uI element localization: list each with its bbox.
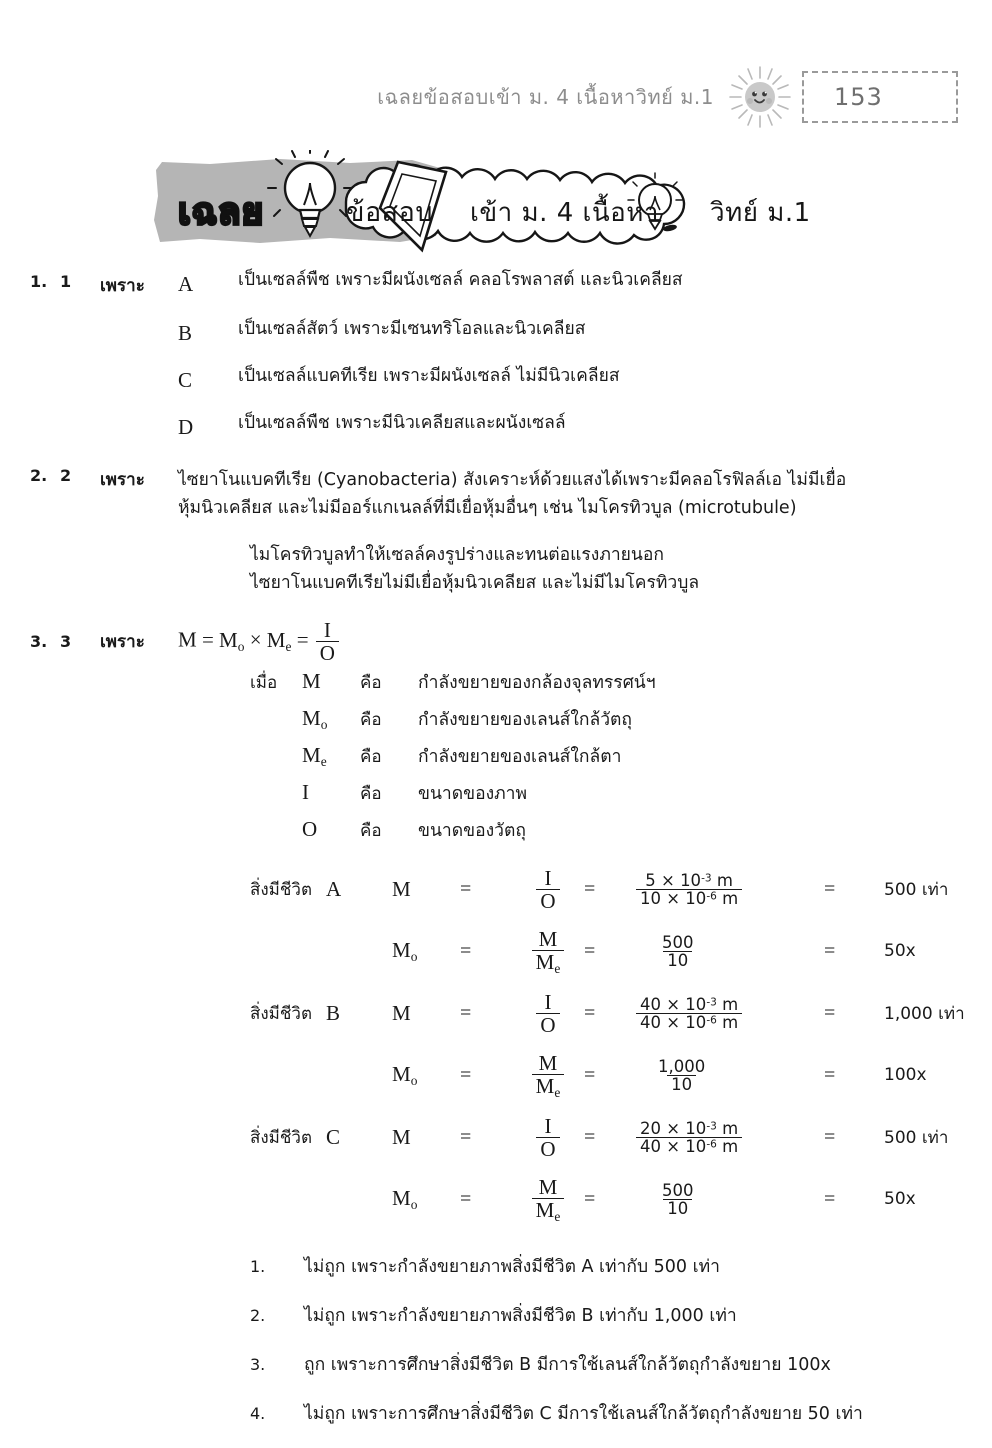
calc-variable: $M_o$ xyxy=(392,938,418,964)
calc-row xyxy=(250,858,992,920)
fraction-numerator: M xyxy=(538,926,558,951)
calc-variable: $M_o$ xyxy=(392,1186,418,1212)
calc-equals: = xyxy=(584,877,596,900)
calc-fraction-values xyxy=(634,872,824,908)
calc-row xyxy=(250,920,992,982)
fraction-numerator: $40 \times 10^{-3}$ m xyxy=(640,994,739,1014)
calc-fraction-values xyxy=(634,996,824,1032)
option-letter: A xyxy=(178,272,194,296)
fraction-denominator: 10 xyxy=(663,1199,692,1217)
option-row xyxy=(0,321,992,346)
definition-symbol: O xyxy=(302,817,318,842)
calc-result: 100x xyxy=(884,1065,927,1086)
conclusion-number: 2. xyxy=(250,1306,266,1326)
option-letter: D xyxy=(178,415,194,439)
kue-label: คือ xyxy=(360,673,382,694)
calc-fraction-values xyxy=(634,934,824,970)
fraction-numerator: I xyxy=(544,1113,552,1138)
option-row xyxy=(0,415,992,440)
fraction-denominator: $M_e$ xyxy=(532,1198,565,1224)
fraction-denominator: $M_e$ xyxy=(532,1074,565,1100)
fraction-denominator: $40 \times 10^{-6}$ m xyxy=(636,1137,742,1155)
calc-equals: = xyxy=(460,877,472,900)
calc-result: 50x xyxy=(884,941,916,962)
when-label: เมื่อ xyxy=(250,673,278,694)
question-row xyxy=(0,272,992,299)
calc-equals: = xyxy=(584,1063,596,1086)
organism-id: C xyxy=(326,1124,341,1149)
fraction-numerator: 1,000 xyxy=(658,1056,706,1076)
formula-me: $M_e$ xyxy=(266,627,292,654)
formula-times: × xyxy=(249,627,262,652)
organism-id: A xyxy=(326,876,342,901)
because-label: เพราะ xyxy=(100,276,145,296)
option-letter: B xyxy=(178,321,193,345)
conclusion-text: ไม่ถูก เพราะการศึกษาสิ่งมีชีวิต C มีการใช้เลนส์ใกล้วัตถุกำลังขยาย 50 เท่า xyxy=(304,1404,863,1425)
conclusions-list xyxy=(250,1252,992,1427)
calc-equals: = xyxy=(584,1001,596,1024)
calc-equals: = xyxy=(460,1063,472,1086)
calc-fraction-values xyxy=(634,1120,824,1156)
banner-word-tail: วิทย์ ม.1 xyxy=(710,198,811,228)
definition-symbol: I xyxy=(302,780,309,805)
fraction-numerator: I xyxy=(323,618,331,643)
organism-label: สิ่งมีชีวิต xyxy=(250,1003,313,1024)
definition-description: ขนาดของวัตถุ xyxy=(418,821,526,842)
organism-label: สิ่งมีชีวิต xyxy=(250,1127,313,1148)
formula-equals-2: = xyxy=(296,627,309,652)
explanation-extra-line: ไมโครทิวบูลทำให้เซลล์คงรูปร่างและทนต่อแรงภายนอก xyxy=(250,544,665,565)
calc-fraction-values xyxy=(634,1182,824,1218)
organism-label: สิ่งมีชีวิต xyxy=(250,879,313,900)
kue-label: คือ xyxy=(360,784,382,805)
calc-fraction-io xyxy=(512,1115,584,1160)
calc-equals: = xyxy=(824,1063,836,1086)
option-text: เป็นเซลล์สัตว์ เพราะมีเซนทริโอลและนิวเคลียส xyxy=(238,319,586,339)
calc-equals: = xyxy=(460,1001,472,1024)
calculation-table xyxy=(250,858,992,1230)
calc-row xyxy=(250,1044,992,1106)
title-banner xyxy=(150,150,870,255)
calc-equals: = xyxy=(460,939,472,962)
calc-row xyxy=(250,1168,992,1230)
calc-equals: = xyxy=(460,1125,472,1148)
definition-description: กำลังขยายของเลนส์ใกล้ตา xyxy=(418,747,622,768)
definition-row xyxy=(250,668,992,696)
conclusion-number: 4. xyxy=(250,1404,266,1424)
calc-variable: M xyxy=(392,876,411,901)
magnification-formula xyxy=(178,619,341,664)
calc-result: 50x xyxy=(884,1189,916,1210)
option-row xyxy=(0,368,992,393)
definition-row xyxy=(250,816,992,844)
option-text: เป็นเซลล์พืช เพราะมีผนังเซลล์ คลอโรพลาสต์ และนิวเคลียส xyxy=(238,270,683,290)
fraction-denominator: O xyxy=(536,889,559,912)
calc-variable: $M_o$ xyxy=(392,1062,418,1088)
calc-equals: = xyxy=(584,1187,596,1210)
kue-label: คือ xyxy=(360,821,382,842)
banner-word-rest: เข้า ม. 4 เนื้อหา xyxy=(470,198,660,228)
calc-equals: = xyxy=(584,1125,596,1148)
definition-symbol: $M_o$ xyxy=(302,706,328,733)
definition-description: กำลังขยายของกล้องจุลทรรศน์ฯ xyxy=(418,673,656,694)
definition-row xyxy=(250,705,992,733)
fraction-numerator: M xyxy=(538,1050,558,1075)
because-label: เพราะ xyxy=(100,632,145,653)
question-number: 3. xyxy=(30,632,48,652)
answer-key: 2 xyxy=(60,466,72,485)
calc-fraction-mme xyxy=(512,928,584,976)
fraction-denominator: $40 \times 10^{-6}$ m xyxy=(636,1013,742,1031)
conclusion-row xyxy=(250,1350,992,1378)
conclusion-text: ถูก เพราะการศึกษาสิ่งมีชีวิต B มีการใช้เลนส์ใกล้วัตถุกำลังขยาย 100x xyxy=(304,1355,831,1376)
question-number: 2. xyxy=(30,466,48,485)
explanation-extra-line: ไซยาโนแบคทีเรียไม่มีเยื่อหุ้มนิวเคลียส และไม่มีไมโครทิวบูล xyxy=(250,573,700,594)
calc-equals: = xyxy=(824,1125,836,1148)
question-number: 1. xyxy=(30,272,48,291)
calc-equals: = xyxy=(824,1001,836,1024)
fraction-numerator: M xyxy=(538,1174,558,1199)
page-number: 153 xyxy=(834,83,883,111)
fraction-denominator: $M_e$ xyxy=(532,950,565,976)
calc-row xyxy=(250,982,992,1044)
calc-result: 500 เท่า xyxy=(884,879,949,900)
conclusion-row xyxy=(250,1301,992,1329)
definition-symbol: $M_e$ xyxy=(302,743,327,770)
fraction-numerator: $20 \times 10^{-3}$ m xyxy=(640,1118,739,1138)
answer-content xyxy=(0,272,992,1448)
definition-description: กำลังขยายของเลนส์ใกล้วัตถุ xyxy=(418,710,633,731)
conclusion-number: 1. xyxy=(250,1257,266,1277)
organism-id: B xyxy=(326,1000,341,1025)
calc-fraction-mme xyxy=(512,1052,584,1100)
conclusion-number: 3. xyxy=(250,1355,266,1375)
question-row xyxy=(0,619,992,664)
calc-equals: = xyxy=(824,939,836,962)
formula-equals: = xyxy=(201,627,214,652)
calc-variable: M xyxy=(392,1000,411,1025)
calc-fraction-mme xyxy=(512,1176,584,1224)
answer-key: 1 xyxy=(60,272,72,291)
definition-row xyxy=(250,742,992,770)
kue-label: คือ xyxy=(360,747,382,768)
banner-word-quiz: ข้อสอบ xyxy=(346,197,434,228)
fraction-numerator: I xyxy=(544,865,552,890)
fraction-denominator: 10 xyxy=(667,1075,696,1093)
calc-equals: = xyxy=(460,1187,472,1210)
page-header xyxy=(0,62,992,132)
formula-lhs: M xyxy=(178,627,197,652)
calc-row xyxy=(250,1106,992,1168)
definitions-list xyxy=(0,668,992,844)
question-block-2 xyxy=(0,466,992,597)
answer-key: 3 xyxy=(60,632,72,652)
fraction-denominator: O xyxy=(536,1137,559,1160)
definition-description: ขนาดของภาพ xyxy=(418,784,528,805)
conclusion-row xyxy=(250,1252,992,1280)
fraction-numerator: 500 xyxy=(662,1180,694,1200)
calc-fraction-io xyxy=(512,867,584,912)
calc-equals: = xyxy=(584,939,596,962)
question-block-1 xyxy=(0,272,992,440)
explanation-paragraph: ไซยาโนแบคทีเรีย (Cyanobacteria) สังเคราะห์ด้วยแสงได้เพราะมีคลอโรฟิลล์เอ ไม่มีเยื่อหุ้มนิวเคลียส และไม่มีออร์แกเนลล์ที่มีเยื่อหุ้มอื่นๆ เช่น ไมโครทิวบูล (microtubule) xyxy=(178,470,847,519)
fraction-numerator: I xyxy=(544,989,552,1014)
conclusion-text: ไม่ถูก เพราะกำลังขยายภาพสิ่งมีชีวิต A เท่ากับ 500 เท่า xyxy=(304,1257,720,1278)
fraction-denominator: 10 xyxy=(663,951,692,969)
option-text: เป็นเซลล์แบคทีเรีย เพราะมีผนังเซลล์ ไม่มีนิวเคลียส xyxy=(238,366,620,386)
fraction-denominator: $10 \times 10^{-6}$ m xyxy=(636,889,742,907)
banner-word-answer: เฉลย xyxy=(178,190,265,233)
conclusion-text: ไม่ถูก เพราะกำลังขยายภาพสิ่งมีชีวิต B เท่ากับ 1,000 เท่า xyxy=(304,1306,737,1327)
formula-fraction xyxy=(316,619,339,664)
calc-variable: M xyxy=(392,1124,411,1149)
header-title: เฉลยข้อสอบเข้า ม. 4 เนื้อหาวิทย์ ม.1 xyxy=(377,85,714,109)
fraction-numerator: 500 xyxy=(662,932,694,952)
formula-mo: $M_o$ xyxy=(219,627,245,654)
calc-result: 1,000 เท่า xyxy=(884,1003,965,1024)
calc-result: 500 เท่า xyxy=(884,1127,949,1148)
question-row xyxy=(0,466,992,523)
question-block-3 xyxy=(0,619,992,1427)
fraction-denominator: O xyxy=(316,641,339,664)
definition-row xyxy=(250,779,992,807)
calc-fraction-io xyxy=(512,991,584,1036)
page-number-box xyxy=(802,71,958,123)
calc-fraction-values xyxy=(634,1058,824,1094)
fraction-denominator: O xyxy=(536,1013,559,1036)
because-label: เพราะ xyxy=(100,470,145,490)
fraction-numerator: $5 \times 10^{-3}$ m xyxy=(645,870,733,890)
calc-equals: = xyxy=(824,1187,836,1210)
kue-label: คือ xyxy=(360,710,382,731)
calc-equals: = xyxy=(824,877,836,900)
option-letter: C xyxy=(178,368,193,392)
sun-icon xyxy=(728,65,792,129)
option-text: เป็นเซลล์พืช เพราะมีนิวเคลียสและผนังเซลล์ xyxy=(238,413,566,433)
definition-symbol: M xyxy=(302,669,321,694)
